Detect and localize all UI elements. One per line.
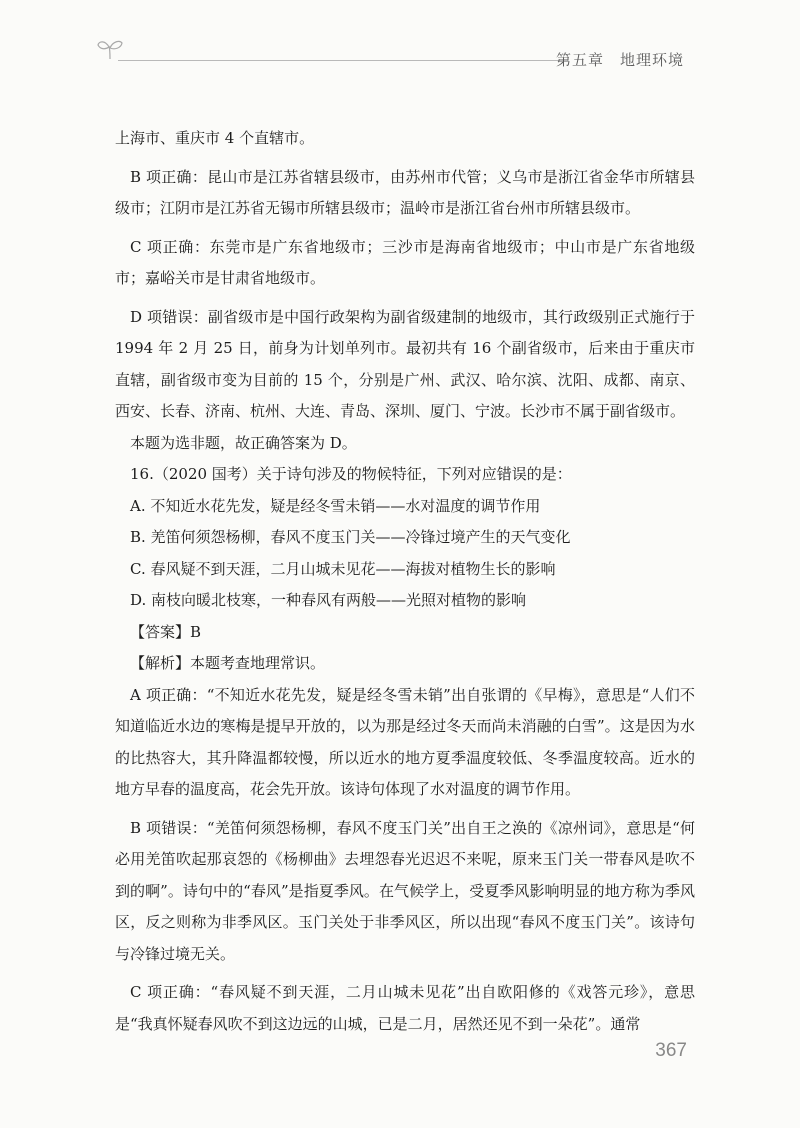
paragraph: 上海市、重庆市 4 个直辖市。 <box>115 129 315 147</box>
question-stem: 16.（2020 国考）关于诗句涉及的物候特征，下列对应错误的是： <box>130 465 572 483</box>
page-header <box>0 0 800 80</box>
paragraph: 本题为选非题，故正确答案为 D。 <box>130 433 357 452</box>
option-c: C. 春风疑不到天涯，二月山城未见花——海拔对植物生长的影响 <box>130 559 556 578</box>
explanation-a: A 项正确：“不知近水花先发，疑是经冬雪未销”出自张谓的《早梅》，意思是“人们不知道临近水边的寒梅是提早开放的，以为那是经过冬天而尚未消融的白雪”。这是因为水的比热容大，其升降温都较慢，所以近水的地方夏季温度较低、冬季温度较高。近水的地方早春的温度高，花会先开放。该诗句体现了水对温度的调节作用。 <box>115 685 695 798</box>
leaf-sprout-icon <box>96 38 124 60</box>
analysis-label: 【解析】 <box>130 654 191 672</box>
option-a: A. 不知近水花先发，疑是经冬雪未销——水对温度的调节作用 <box>130 496 541 515</box>
option-b: B. 羌笛何须怨杨柳，春风不度玉门关——冷锋过境产生的天气变化 <box>130 528 571 546</box>
paragraph: B 项正确：昆山市是江苏省辖县级市，由苏州市代管；义乌市是浙江省金华市所辖县级市；江阴市是江苏省无锡市所辖县级市；温岭市是浙江省台州市所辖县级市。 <box>115 167 695 217</box>
chapter-title: 第五章 地理环境 <box>555 51 684 69</box>
paragraph: D 项错误：副省级市是中国行政架构为副省级建制的地级市，其行政级别正式施行于 1994 年 2 月 25 日，前身为计划单列市。最初共有 16 个副省级市，后来由于重庆市直辖，副省级市变为目前的 15 个，分别是广州、武汉、哈尔滨、沈阳、成都、南京、西安、长春、济南、杭州、大连、青岛、深圳、厦门、宁波。长沙市不属于副省级市。 <box>115 307 695 420</box>
paragraph: C 项正确：东莞市是广东省地级市；三沙市是海南省地级市；中山市是广东省地级市；嘉峪关市是甘肃省地级市。 <box>115 237 695 287</box>
option-d: D. 南枝向暖北枝寒，一种春风有两般——光照对植物的影响 <box>130 591 527 609</box>
explanation-b: B 项错误：“羌笛何须怨杨柳，春风不度玉门关”出自王之涣的《凉州词》，意思是“何必用羌笛吹起那哀怨的《杨柳曲》去埋怨春光迟迟不来呢，原来玉门关一带春风是吹不到的啊”。诗句中的“春风”是指夏季风。在气候学上，受夏季风影响明显的地方称为季风区，反之则称为非季风区。玉门关处于非季风区，所以出现“春风不度玉门关”。该诗句与冷锋过境无关。 <box>115 818 695 963</box>
analysis-intro: 本题考查地理常识。 <box>190 654 326 672</box>
page-body <box>115 123 695 1040</box>
answer-line <box>115 617 695 649</box>
header-rule <box>118 60 568 61</box>
answer-value: B <box>190 622 202 641</box>
answer-label: 【答案】 <box>130 622 191 641</box>
explanation-c: C 项正确：“春风疑不到天涯，二月山城未见花”出自欧阳修的《戏答元珍》，意思是“我真怀疑春风吹不到这边远的山城，已是二月，居然还见不到一朵花”。通常 <box>115 983 695 1033</box>
page-number: 367 <box>655 1040 687 1061</box>
analysis-line <box>115 648 695 680</box>
